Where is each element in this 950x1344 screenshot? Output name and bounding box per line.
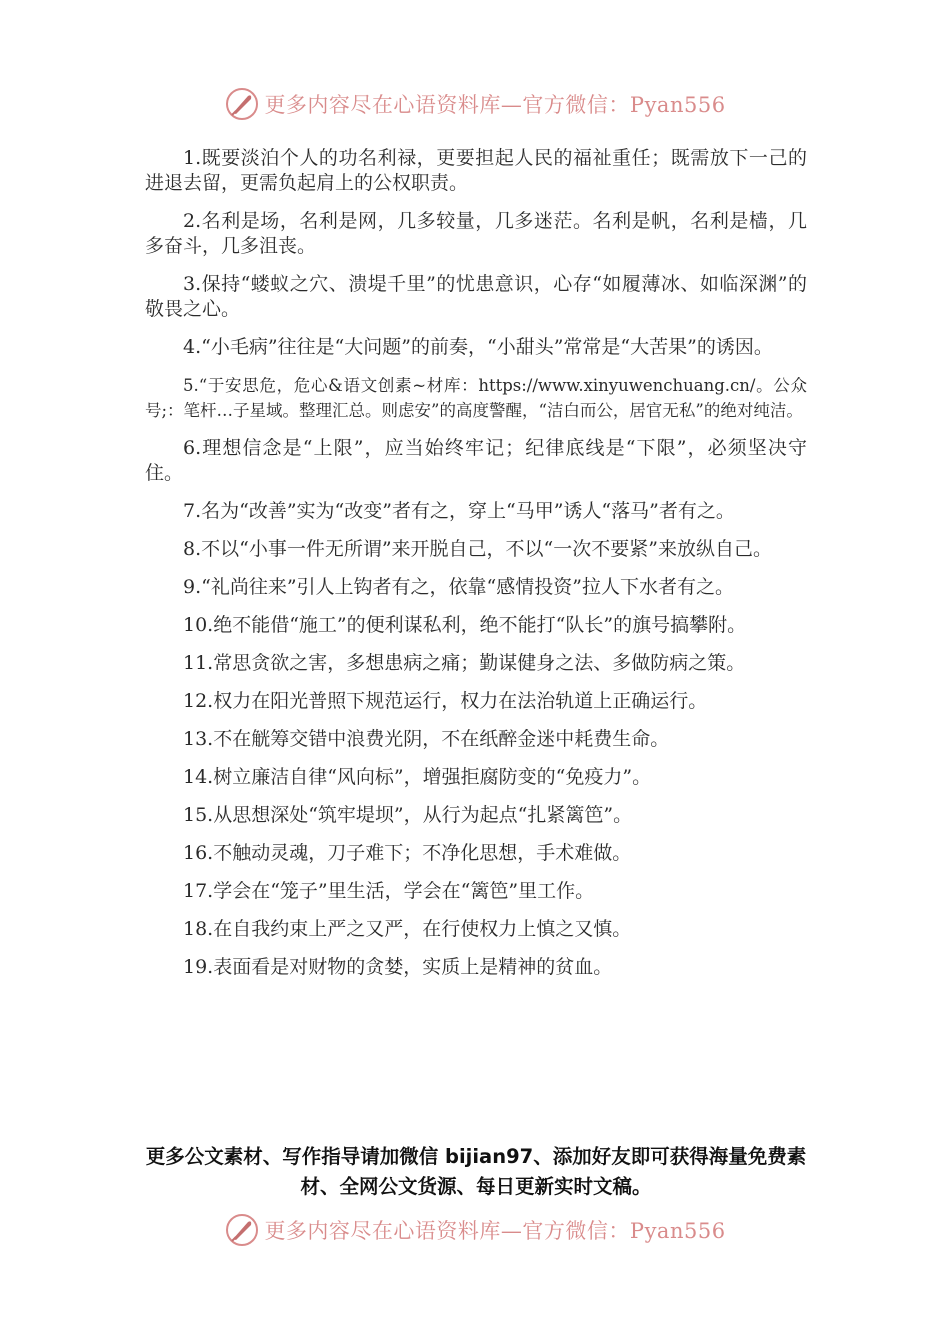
quill-pen-icon [224,1212,260,1248]
list-item: 9.“礼尚往来”引人上钩者有之，依靠“感情投资”拉人下水者有之。 [183,576,734,598]
banner-text: 更多内容尽在心语资料库—官方微信：Pyan556 [264,93,726,117]
list-item: 7.名为“改善”实为“改变”者有之，穿上“马甲”诱人“落马”者有之。 [183,500,735,522]
list-item: 4.“小毛病”往往是“大问题”的前奏，“小甜头”常常是“大苦果”的诱因。 [183,336,773,358]
quill-pen-icon [224,86,260,122]
list-item: 14.树立廉洁自律“风向标”，增强拒腐防变的“免疫力”。 [183,766,652,788]
list-item: 1.既要淡泊个人的功名利禄，更要担起人民的福祉重任；既需放下一己的进退去留，更需负起肩上的公权职责。 [145,147,807,194]
list-item: 18.在自我约束上严之又严，在行使权力上慎之又慎。 [183,918,632,940]
main-content [145,146,807,993]
list-item: 10.绝不能借“施工”的便利谋私利，绝不能打“队长”的旗号搞攀附。 [183,614,747,636]
list-item: 19.表面看是对财物的贪婪，实质上是精神的贫血。 [183,956,613,978]
list-item: 15.从思想深处“筑牢堤坝”，从行为起点“扎紧篱笆”。 [183,804,633,826]
list-item: 5.“于安思危，危心&语文创素~材库：https://www.xinyuwenchuang.cn/。公众号;：笔杆…子星域。整理汇总。则虑安”的高度警醒，“洁白而公，居官无私”的绝对纯洁。 [145,376,807,420]
list-item: 3.保持“蝼蚁之穴、溃堤千里”的忧患意识，心存“如履薄冰、如临深渊”的敬畏之心。 [145,273,807,320]
list-item: 16.不触动灵魂，刀子难下；不净化思想，手术难做。 [183,842,632,864]
list-item: 12.权力在阳光普照下规范运行，权力在法治轨道上正确运行。 [183,690,708,712]
list-item: 2.名利是场，名利是网，几多较量，几多迷茫。名利是帆，名利是樯，几多奋斗，几多沮丧。 [145,210,807,257]
list-item: 17.学会在“笼子”里生活，学会在“篱笆”里工作。 [183,880,595,902]
list-item: 8.不以“小事一件无所谓”来开脱自己，不以“一次不要紧”来放纵自己。 [183,538,772,560]
list-item: 11.常思贪欲之害，多想患病之痛；勤谋健身之法、多做防病之策。 [183,652,746,674]
banner-text: 更多内容尽在心语资料库—官方微信：Pyan556 [264,1219,726,1243]
list-item: 13.不在觥筹交错中浪费光阴，不在纸醉金迷中耗费生命。 [183,728,670,750]
footer-banner [0,1210,950,1250]
header-banner [0,84,950,124]
promo-note: 更多公文素材、写作指导请加微信 bijian97、添加好友即可获得海量免费素材、全网公文货源、每日更新实时文稿。 [145,1145,807,1198]
list-item: 6.理想信念是“上限”，应当始终牢记；纪律底线是“下限”，必须坚决守住。 [145,437,807,484]
